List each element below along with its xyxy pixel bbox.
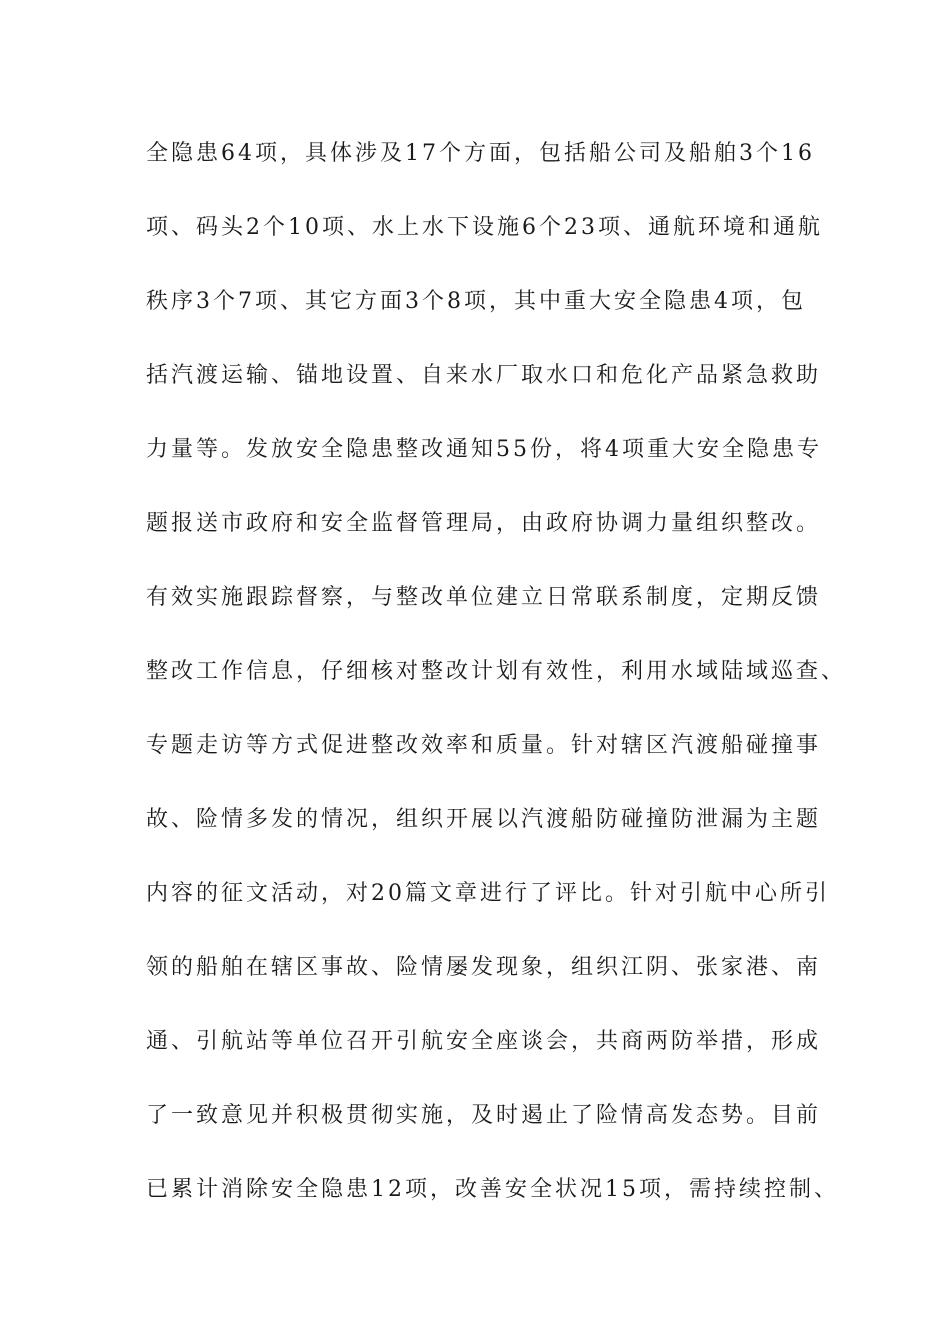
text-line: 通、引航站等单位召开引航安全座谈会，共商两防举措，形成: [146, 1029, 822, 1054]
text-line: 有效实施跟踪督察，与整改单位建立日常联系制度，定期反馈: [146, 585, 822, 610]
text-line: 括汽渡运输、锚地设置、自来水厂取水口和危化产品紧急救助: [146, 363, 822, 388]
body-text: [146, 132, 847, 1242]
text-line: 项、码头2个10项、水上水下设施6个23项、通航环境和通航: [146, 215, 823, 240]
text-line: 故、险情多发的情况，组织开展以汽渡船防碰撞防泄漏为主题: [146, 807, 822, 832]
text-line: 秩序3个7项、其它方面3个8项，其中重大安全隐患4项，包: [146, 289, 806, 314]
text-line: 领的船舶在辖区事故、险情屡发现象，组织江阴、张家港、南: [146, 955, 822, 980]
text-line: 已累计消除安全隐患12项，改善安全状况15项，需持续控制、: [146, 1177, 839, 1202]
text-line: 专题走访等方式促进整改效率和质量。针对辖区汽渡船碰撞事: [146, 733, 822, 758]
text-line: 全隐患64项，具体涉及17个方面，包括船公司及船舶3个16: [146, 141, 815, 166]
text-line: 内容的征文活动，对20篇文章进行了评比。针对引航中心所引: [146, 881, 830, 906]
text-line: 了一致意见并积极贯彻实施，及时遏止了险情高发态势。目前: [146, 1103, 822, 1128]
text-line: 题报送市政府和安全监督管理局，由政府协调力量组织整改。: [146, 511, 822, 536]
text-line: 力量等。发放安全隐患整改通知55份，将4项重大安全隐患专: [146, 437, 822, 462]
text-line: 整改工作信息，仔细核对整改计划有效性，利用水域陆域巡查、: [146, 659, 847, 684]
